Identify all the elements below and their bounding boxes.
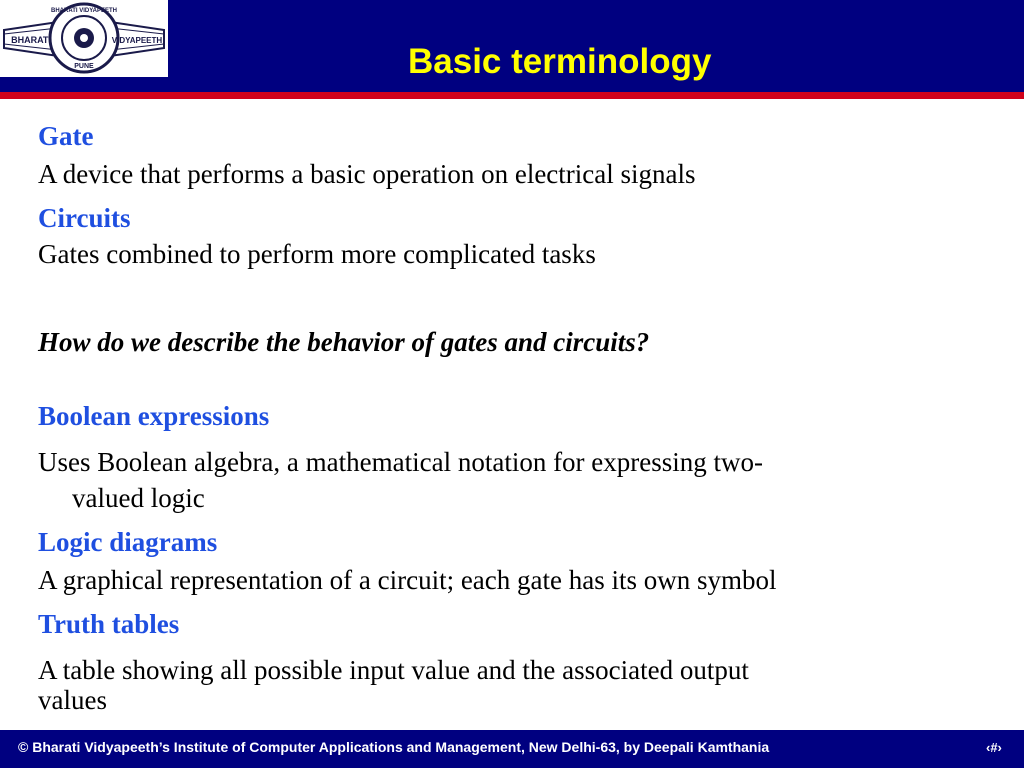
- text-circuits: Gates combined to perform more complicated tasks: [38, 239, 596, 269]
- question-text: How do we describe the behavior of gates and circuits?: [38, 327, 650, 357]
- heading-gate: Gate: [38, 121, 94, 151]
- logo-right-text: VIDYAPEETH: [111, 36, 163, 45]
- heading-circuits: Circuits: [38, 203, 131, 233]
- slide-title: Basic terminology: [408, 42, 712, 81]
- text-boolean-line2: valued logic: [72, 483, 205, 513]
- slide-number: ‹#›: [986, 740, 1002, 755]
- heading-truth-tables: Truth tables: [38, 609, 180, 639]
- slide-footer: [0, 730, 1024, 768]
- footer-copyright: © Bharati Vidyapeeth’s Institute of Computer Applications and Management, New Delhi-63, by Deepali Kamthania: [18, 739, 770, 755]
- logo-ring-text: BHARATI VIDYAPEETH: [50, 8, 118, 14]
- text-boolean-line1: Uses Boolean algebra, a mathematical notation for expressing two-: [38, 447, 764, 477]
- text-truth-tables-line1: A table showing all possible input value and the associated output: [38, 655, 749, 685]
- logo-bottom-text: PUNE: [74, 63, 94, 70]
- heading-logic-diagrams: Logic diagrams: [38, 527, 218, 557]
- text-gate: A device that performs a basic operation on electrical signals: [38, 159, 696, 189]
- institution-logo: [0, 0, 168, 77]
- header-red-rule: [0, 92, 1024, 99]
- heading-boolean-expressions: Boolean expressions: [38, 401, 270, 431]
- logo-left-text: BHARATI: [11, 35, 51, 45]
- text-logic-diagrams: A graphical representation of a circuit; each gate has its own symbol: [38, 565, 777, 595]
- text-truth-tables-line2: values: [38, 685, 107, 715]
